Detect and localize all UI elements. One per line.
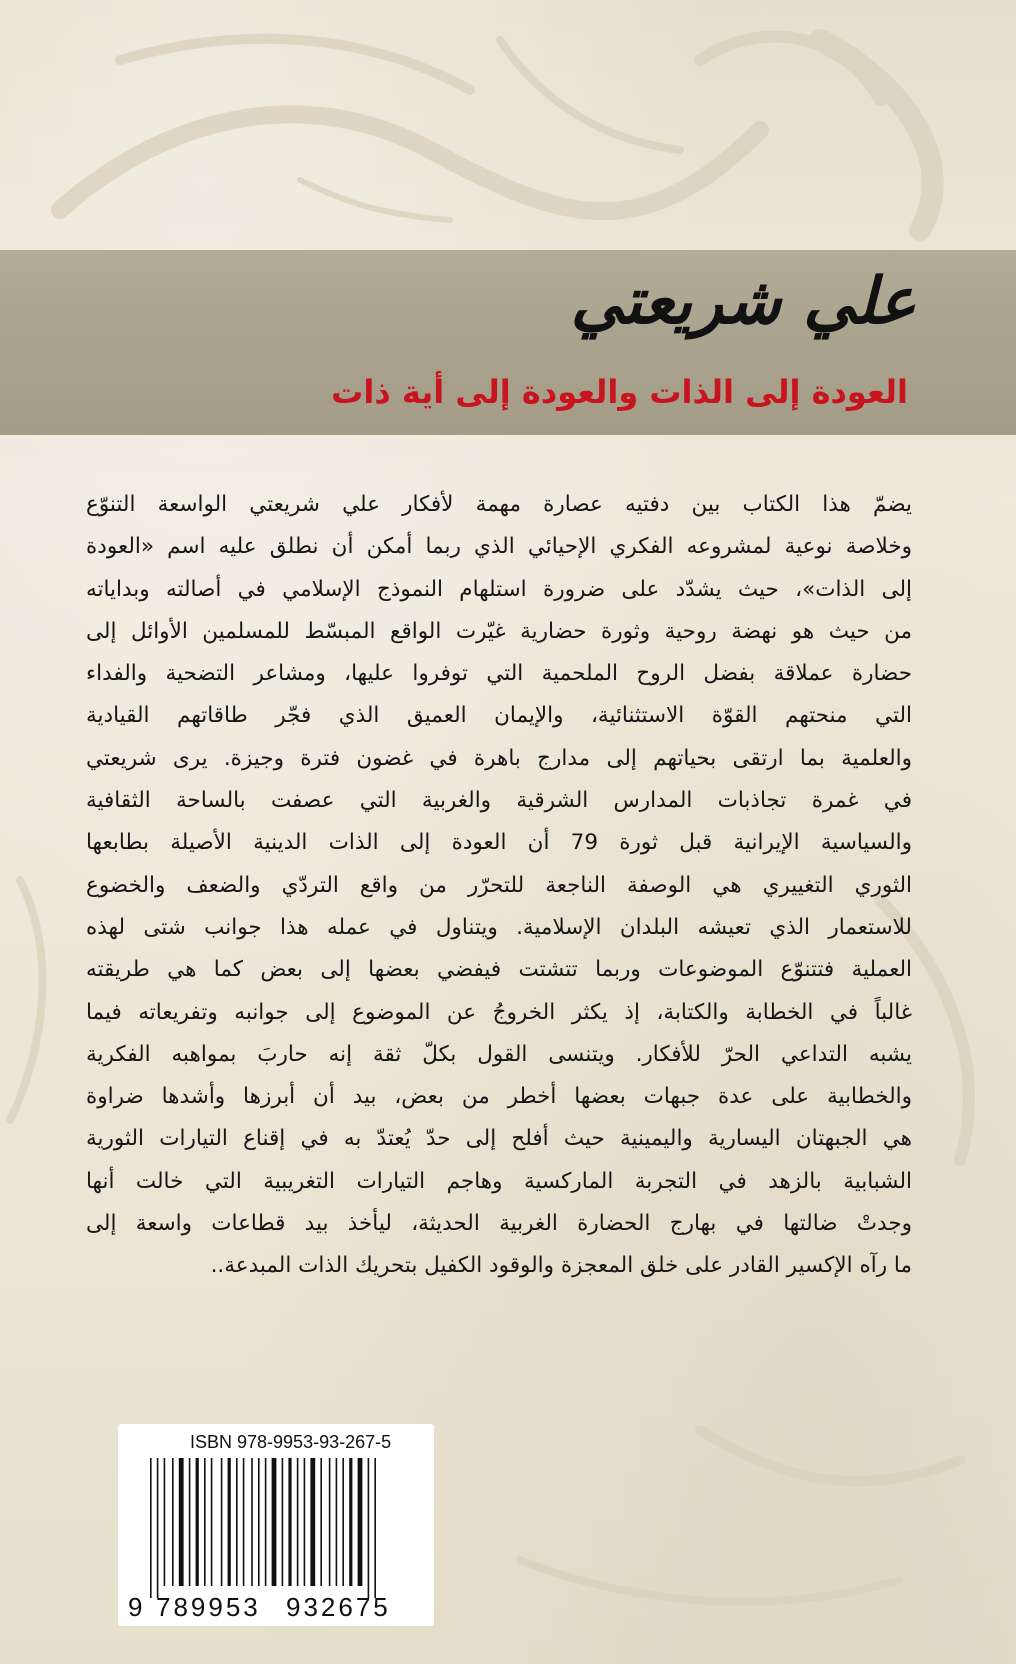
blurb-line: والسياسية الإيرانية قبل ثورة 79 أن العودة إلى الذات الدينية الأصيلة بطابعها [86, 830, 912, 856]
barcode-bar [221, 1458, 223, 1586]
isbn-number: ISBN 978-9953-93-267-5 [190, 1432, 392, 1452]
blurb-line: يشبه التداعي الحرّ للأفكار. ويتنسى القول بكلّ ثقة إنه حاربَ بمواهبه الفكرية [86, 1041, 912, 1067]
barcode-label [118, 1424, 434, 1626]
blurb-line: والعلمية بما ارتقى بحياتهم إلى مدارج باهرة في غضون فترة وجيزة. يرى شريعتي [86, 745, 912, 771]
barcode-bar [258, 1458, 260, 1586]
blurb-line: وجدتْ ضالتها في بهارج الحضارة الغربية الحديثة، ليأخذ بيد قطاعات واسعة إلى [86, 1211, 912, 1237]
blurb-line: والخطابية على عدة جبهات بعضها أخطر من بعض، بيد أن أبرزها وأشدها ضراوة [86, 1084, 912, 1110]
barcode-bar [157, 1458, 159, 1598]
barcode-bar [204, 1458, 206, 1586]
barcode-bar [251, 1458, 253, 1586]
barcode-digit-group: 9 [128, 1592, 143, 1622]
barcode-bar [282, 1458, 284, 1586]
barcode-bar [272, 1458, 277, 1586]
barcode-bar [342, 1458, 344, 1586]
blurb-line: غالباً في الخطابة والكتابة، إذ يكثر الخروجُ عن الموضوع إلى جوانبه وتفريعاته فيما [86, 999, 912, 1025]
barcode-bar [179, 1458, 184, 1586]
barcode-bar [304, 1458, 306, 1586]
barcode-bar [320, 1458, 322, 1586]
barcode-bar [310, 1458, 315, 1586]
barcode-bar [297, 1458, 299, 1586]
barcode-bar [349, 1458, 352, 1586]
barcode-bar [172, 1458, 174, 1586]
blurb-text [86, 484, 912, 1288]
barcode-bar [164, 1458, 166, 1586]
blurb-line: وخلاصة نوعية لمشروعه الفكري الإحيائي الذي ربما أمكن أن نطلق عليه اسم «العودة [86, 534, 912, 560]
blurb-line: للاستعمار الذي تعيشه البلدان الإسلامية. ويتناول في عمله هذا جوانب شتى لهذه [86, 914, 912, 940]
blurb-line: الثوري التغييري هي الوصفة الناجعة للتحرّر من واقع التردّي والضعف والخضوع [86, 872, 912, 898]
barcode-bar [189, 1458, 191, 1586]
barcode-bar [374, 1458, 376, 1598]
author-name: علي شريعتي [570, 264, 916, 339]
blurb-line: ما رآه الإكسير القادر على خلق المعجزة والوقود الكفيل بتحريك الذات المبدعة.. [210, 1253, 912, 1279]
barcode-bar [236, 1458, 238, 1586]
blurb-line: إلى الذات»، حيث يشدّد على ضرورة استلهام النموذج الإسلامي في أصالته وبداياته [86, 576, 912, 602]
barcode-bar [196, 1458, 199, 1586]
barcode-bar [288, 1458, 291, 1586]
blurb-line: التي منحتهم القوّة الاستثنائية، والإيمان العميق الذي فجّر طاقاتهم القيادية [86, 703, 912, 729]
blurb-line: في غمرة تجاذبات المدارس الشرقية والغربية التي عصفت بالساحة الثقافية [86, 788, 912, 814]
barcode-bar [228, 1458, 231, 1586]
blurb-line: من حيث هو نهضة روحية وثورة حضارية غيّرت الواقع المبسّط للمسلمين الأوائل إلى [86, 618, 912, 644]
barcode-bar [150, 1458, 152, 1598]
barcode-digit-group: 932675 [286, 1592, 391, 1622]
blurb-line: حضارة عملاقة بفضل الروح الملحمية التي توفروا عليها، ومشاعر التضحية والفداء [86, 661, 912, 687]
blurb-line: العملية فتتنوّع الموضوعات وربما تتشتت فيفضي بعضها إلى بعض كما هي طريقته [86, 957, 912, 983]
barcode-bar [243, 1458, 245, 1586]
book-title: العودة إلى الذات والعودة إلى أية ذات [331, 373, 908, 411]
barcode-bar [336, 1458, 338, 1586]
barcode-bar [358, 1458, 363, 1586]
blurb-line: هي الجبهتان اليسارية واليمينية حيث أفلح إلى حدّ يُعتدّ به في إقناع التيارات الثورية [86, 1126, 912, 1152]
barcode-bar [329, 1458, 331, 1586]
barcode-bar [211, 1458, 213, 1586]
barcode-bar [368, 1458, 370, 1598]
barcode-digit-group: 789953 [156, 1592, 261, 1622]
blurb-line: الشبابية بالزهد في التجربة الماركسية وهاجم التيارات التغريبية التي خالت أنها [86, 1168, 912, 1194]
barcode-bar [265, 1458, 267, 1586]
blurb-line: يضمّ هذا الكتاب بين دفتيه عصارة مهمة لأفكار علي شريعتي الواسعة التنوّع [86, 492, 912, 517]
